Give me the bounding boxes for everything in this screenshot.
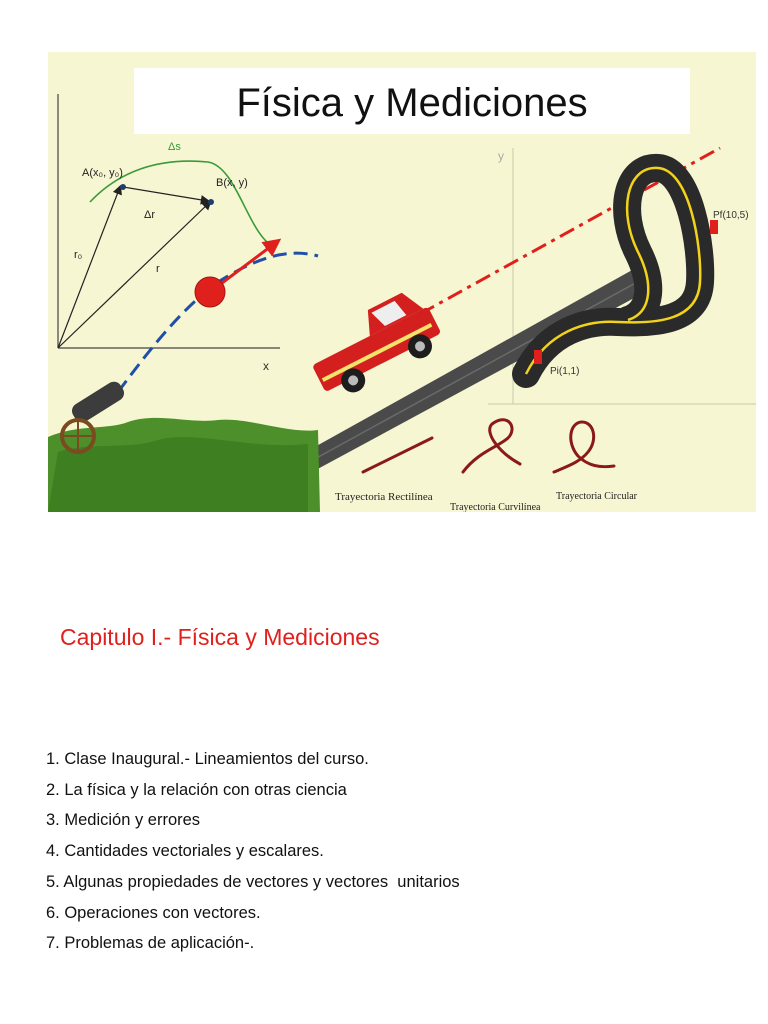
topic-item: 2. La física y la relación con otras ciencia [46, 780, 347, 799]
start-marker [534, 350, 542, 364]
point-b-label: B(x, y) [216, 177, 248, 189]
delta-r-label: Δr [144, 209, 156, 221]
pi-label: Pi(1,1) [550, 366, 580, 377]
banner-title: Física y Mediciones [236, 81, 588, 125]
topic-item: 6. Operaciones con vectores. [46, 903, 261, 922]
point-b-dot [208, 199, 214, 205]
delta-s-label: Δs [168, 141, 181, 153]
chapter-title: Capitulo I.- Física y Mediciones [60, 624, 380, 650]
r0-label: r₀ [74, 249, 83, 261]
cover-banner [48, 52, 756, 512]
pf-label: Pf(10,5) [713, 210, 749, 221]
point-a-label: A(x₀, y₀) [82, 167, 123, 179]
topic-list [46, 744, 460, 959]
topic-item: 1. Clase Inaugural.- Lineamientos del curso. [46, 750, 369, 768]
topic-item: 5. Algunas propiedades de vectores y vectores unitarios [46, 872, 460, 891]
projectile-ball [195, 277, 225, 307]
topic-item: 3. Medición y errores [46, 811, 201, 830]
rectilinear-label: Trayectoria Rectilínea [335, 491, 433, 503]
right-y-axis-label: y [498, 149, 504, 163]
x-axis-label: x [263, 359, 269, 373]
topic-item: 7. Problemas de aplicación-. [46, 934, 255, 953]
circular-label: Trayectoria Circular [556, 491, 637, 502]
curvilinear-label: Trayectoria Curvilínea [450, 502, 541, 512]
point-a-dot [120, 184, 126, 190]
r-label: r [156, 263, 160, 275]
end-marker [710, 220, 718, 234]
topic-item: 4. Cantidades vectoriales y escalares. [46, 842, 324, 861]
